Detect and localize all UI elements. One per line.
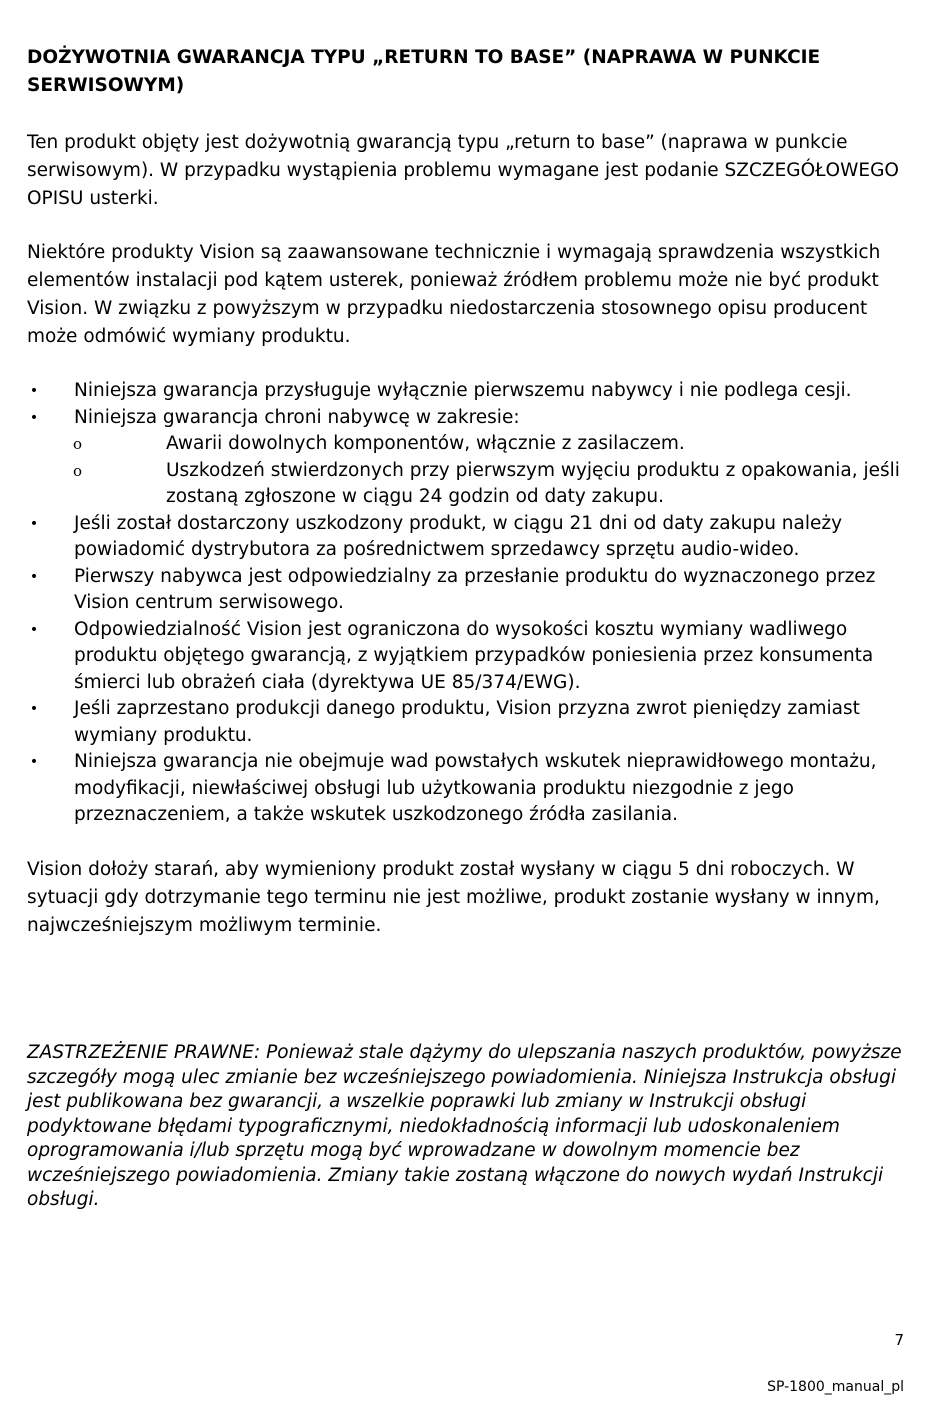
document-footer: SP-1800_manual_pl xyxy=(767,1379,904,1395)
bullet-icon: • xyxy=(29,568,39,585)
bullet-icon: • xyxy=(29,754,39,770)
circle-bullet-icon: o xyxy=(73,435,83,453)
bullet-icon: • xyxy=(29,409,39,426)
sub-list-item xyxy=(27,458,907,511)
list-item xyxy=(27,378,907,405)
list-item-text: Niniejsza gwarancja przysługuje wyłącznie pierwszemu nabywcy i nie podlega cesji. xyxy=(74,380,852,401)
list-item xyxy=(27,564,907,617)
list-item-text: Odpowiedzialność Vision jest ograniczona do wysokości kosztu wymiany wadliwego produktu objętego gwarancją, z wyjątkiem przypadków poniesienia przez konsumenta śmierci lub obrażeń ciała (dyrektywa UE 85/374/EWG). xyxy=(74,618,874,693)
list-item xyxy=(27,617,907,697)
legal-disclaimer: ZASTRZEŻENIE PRAWNE: Ponieważ stale dążymy do ulepszania naszych produktów, powyższe szczegóły mogą ulec zmianie bez wcześniejszego powiadomienia. Niniejsza Instrukcja obsługi jest publikowana bez gwarancji, a wszelkie poprawki lub zmiany w Instrukcji obsługi podyktowane błędami typograficznymi, niedokładnością informacji lub udoskonaleniem oprogramowania i/lub sprzętu mogą być wprowadzane w dowolnym momencie bez wcześniejszego powiadomienia. Zmiany takie zostaną włączone do nowych wydań Instrukcji obsługi. xyxy=(27,1042,902,1210)
warranty-terms-list xyxy=(27,378,907,829)
sub-list-container xyxy=(27,431,907,511)
bullet-icon: • xyxy=(29,515,39,532)
sub-list-item xyxy=(27,431,907,458)
coverage-sublist xyxy=(27,431,907,511)
circle-bullet-icon: o xyxy=(73,461,83,480)
page-number: 7 xyxy=(894,1331,904,1349)
bullet-icon: • xyxy=(29,701,39,717)
list-item-text: Niniejsza gwarancja chroni nabywcę w zakresie: xyxy=(74,406,520,428)
list-item xyxy=(27,696,907,749)
list-item xyxy=(27,511,907,564)
details-paragraph: Niektóre produkty Vision są zaawansowane technicznie i wymagają sprawdzenia wszystkich elementów instalacji pod kątem usterek, ponieważ źródłem problemu może nie być produkt Vision. W związku z powyższym w przypadku niedostarczenia stosownego opisu producent może odmówić wymiany produktu. xyxy=(27,242,881,347)
bullet-icon: • xyxy=(29,383,39,399)
sub-list-item-text: Uszkodzeń stwierdzonych przy pierwszym wyjęciu produktu z opakowania, jeśli zostaną zgłoszone w ciągu 24 godzin od daty zakupu. xyxy=(166,459,900,507)
sub-list-item-text: Awarii dowolnych komponentów, włącznie z zasilaczem. xyxy=(166,433,685,454)
list-item-text: Niniejsza gwarancja nie obejmuje wad powstałych wskutek nieprawidłowego montażu, modyfikacji, niewłaściwej obsługi lub użytkowania produktu niezgodnie z jego przeznaczeniem, a także wskutek uszkodzonego źródła zasilania. xyxy=(74,751,877,825)
list-item xyxy=(27,749,907,829)
shipping-paragraph: Vision dołoży starań, aby wymieniony produkt został wysłany w ciągu 5 dni roboczych. W sytuacji gdy dotrzymanie tego terminu nie jest możliwe, produkt zostanie wysłany w innym, najwcześniejszym możliwym terminie. xyxy=(27,859,880,936)
list-item-text: Jeśli został dostarczony uszkodzony produkt, w ciągu 21 dni od daty zakupu należy powiadomić dystrybutora za pośrednictwem sprzedawcy sprzętu audio-wideo. xyxy=(74,512,843,560)
list-item-text: Pierwszy nabywca jest odpowiedzialny za przesłanie produktu do wyznaczonego przez Vision centrum serwisowego. xyxy=(74,565,876,613)
bullet-icon: • xyxy=(29,621,39,638)
list-item xyxy=(27,405,907,432)
intro-paragraph: Ten produkt objęty jest dożywotnią gwarancją typu „return to base” (naprawa w punkcie serwisowym). W przypadku wystąpienia problemu wymagane jest podanie SZCZEGÓŁOWEGO OPISU usterki. xyxy=(27,132,899,209)
warranty-heading: DOŻYWOTNIA GWARANCJA TYPU „RETURN TO BASE” (NAPRAWA W PUNKCIE SERWISOWYM) xyxy=(27,47,821,96)
list-item-text: Jeśli zaprzestano produkcji danego produktu, Vision przyzna zwrot pieniędzy zamiast wymiany produktu. xyxy=(74,698,860,746)
